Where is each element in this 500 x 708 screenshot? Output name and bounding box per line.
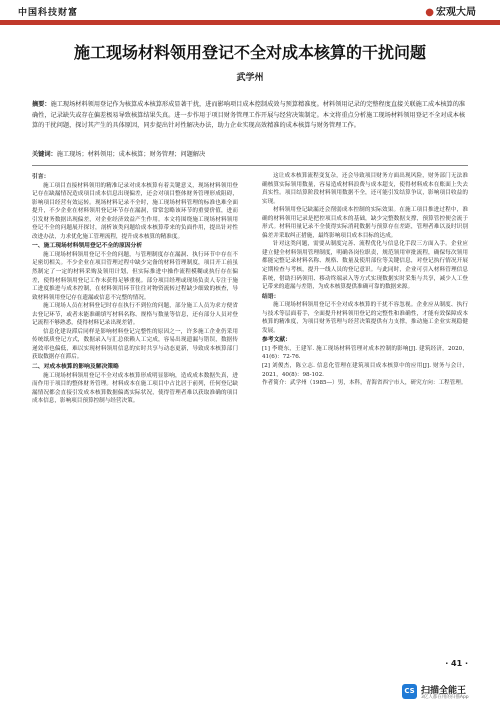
body-paragraph: 施工现场材料领用登记不全对成本核算的干扰不容忽视。企业应从制度、执行与技术等层面着手，全面提升材料领用登记的完整性和准确性，才能有效保障成本核算的精准度，为项目财务管理与经营决策提供有力支撑，推动施工企业实现稳健发展。 — [262, 302, 468, 334]
abstract — [32, 100, 468, 132]
scanner-subtitle: 3亿人都在用的扫描App — [421, 695, 469, 700]
section-heading: 一、施工现场材料领用登记不全的原因分析 — [32, 243, 143, 250]
section-heading: 参考文献： — [262, 337, 291, 344]
section-label — [425, 3, 476, 18]
section-heading: 二、对成本核算的影响及解决策略 — [32, 364, 119, 371]
section-heading: 引言： — [32, 174, 50, 180]
camscanner-logo-icon: CS — [402, 684, 417, 699]
body-paragraph: 材料领用登记缺漏还会削弱成本控制的实际效果。在施工项目推进过程中，准确的材料领用记录是把控项目成本的基础，缺少完整数据支撑，预算管控便会流于形式。材料用量记录不全使得实际消耗数据与预算存在差距，管理者难以及时识别偏差并采取纠正措施，最终影响项目成本目标的达成。 — [262, 207, 468, 239]
article-title: 施工现场材料领用登记不全对成本核算的干扰问题 — [73, 43, 426, 62]
section-text: 宏观大局 — [436, 7, 476, 18]
page-number: · 41 · — [445, 659, 468, 668]
article-author: 武学州 — [236, 73, 264, 83]
keywords-text: 施工现场；材料领用；成本核算；财务管理；问题解决 — [56, 151, 206, 158]
body-paragraph: 施工现场材料领用登记不全对成本核算形成明显影响，造成成本数据失真，进而作用于项目的整体财务管理。材料成本在施工项目中占比居于前列，任何登记缺漏情况都会直接引发成本核算数据偏离实际状况，使得管理者难以获取准确的项目成本信息，影响项目预算控制与经营决策。 — [32, 372, 238, 405]
scanner-name: 扫描全能王 — [421, 686, 467, 696]
abstract-text: 施工现场材料领用登记作为核算成本核算形成显著干扰，进而影响项目成本控制成效与预算精准度。材料领用记录的完整程度直接关联施工成本核算的准确性，记录缺失或存在偏差极易导致核算结果失真。进一步作用于项目财务管理工作开展与经营决策制定。本文将重点分析施工现场材料领用登记不全对成本核算的干扰问题，探讨其产生的具体原因，同步提出针对性解决办法，助力企业实现高效精准的成本核算与财务管理工作。 — [32, 101, 466, 129]
keywords-label: 关键词： — [32, 151, 57, 158]
left-column — [32, 172, 238, 406]
divider — [32, 165, 468, 166]
abstract-label: 摘要： — [32, 101, 51, 108]
journal-name: 中国科技财富 — [18, 8, 79, 18]
reference-item: [2] 刘俊杰，陈立志. 信息化管理在建筑项目成本核算中的应用[J]. 财务与会计，2021，40(8)：98-102. — [262, 363, 468, 378]
section-heading: 结语： — [262, 293, 280, 300]
body-paragraph: 信息化建设滞后同样是影响材料登记完整性的原因之一，许多施工企业仍采用传统纸质登记方式，数据录入与汇总依赖人工完成，容易出现遗漏与错误，数据传递效率也偏低，难以实现材料领用信息的实时共享与动态更新，导致成本核算部门获取数据存在滞后。 — [32, 328, 238, 361]
body-paragraph: 这让成本核算流程变复杂，还会导致项目财务方面出现风险，财务部门无法准确核算实际领用数量，容易造成材料浪费与成本超支，使得材料成本在账面上失去真实性。项目结算阶段材料领用数据不全，还可能引发结算争议，影响项目收益的实现。 — [262, 173, 468, 205]
reference-item: [1] 李晓东，王建军. 施工现场材料管理对成本控制的影响[J]. 建筑经济，2020，41(6)：72-76. — [262, 345, 468, 361]
reference-item: 作者简介：武学州（1985—）男，本科，青海省西宁市人，研究方向：工程管理。 — [262, 380, 467, 387]
body-paragraph: 施工现场材料领用登记不全的问题，与管理制度存在漏洞、执行环节中存在不足密切相关。不少企业在项目管理过程中缺少完备的材料管理制度，项目开工前虽然制定了一定的材料采购及领用计划，但实际推进中操作流程模糊或执行存在偏差，使得材料领用登记工作未获得足够重视。部分项目经理或现场负责人专注于施工进度推进与成本控制，在材料领用环节往往对物资流转过程缺少细致的核查，导致材料领用登记存在遗漏或信息不完整的情况。 — [32, 251, 238, 301]
right-column — [262, 172, 468, 388]
body-paragraph: 施工现场人员在材料登记时存在执行不到位的问题，部分施工人员为求方便省去登记环节，或者未能准确填写材料名称、规格与数量等信息，还有部分人员对登记流程不够熟悉，使得材料记录出现差错。 — [32, 303, 238, 327]
page-header — [0, 0, 500, 26]
scanner-watermark — [402, 682, 488, 702]
header-band — [0, 20, 500, 25]
body-paragraph: 施工项目直接材料领用的精准记录对成本核算有着关键意义，现场材料领用登记存在缺漏情况造成项目成本信息出现偏差，还会对项目整体财务管理形成阻碍，影响项目经营有效运转。现场材料记录不全时，施工现场材料管理的标准也难全面提升，不少企业在材料领用登记环节存在漏洞，常常忽略该环节的重要价值，进而引发财务数据出现偏差，对企业经济效益产生作用。本文将围绕施工现场材料领用登记不全的问题展开探讨，剖析该类问题给成本核算带来的负面作用，提出针对性改进办法，力求优化施工管理流程，提升成本核算的精准度。 — [32, 182, 238, 240]
bullet-icon: ● — [425, 7, 434, 18]
keywords — [32, 150, 468, 160]
body-paragraph: 针对这类问题，需要从制度完善、流程优化与信息化手段三方面入手。企业应建立健全材料领用管理制度，明确各岗位职责，规范领用审批流程，确保每次领用都能完整记录材料名称、规格、数量及使用部位等关键信息，对登记执行情况开展定期检查与考核，提升一线人员的登记意识。与此同时，企业可引入材料管理信息系统，借助扫码领用、移动终端录入等方式实现数据实时采集与共享，减少人工登记带来的遗漏与差错，为成本核算提供准确可靠的数据来源。 — [262, 241, 468, 291]
